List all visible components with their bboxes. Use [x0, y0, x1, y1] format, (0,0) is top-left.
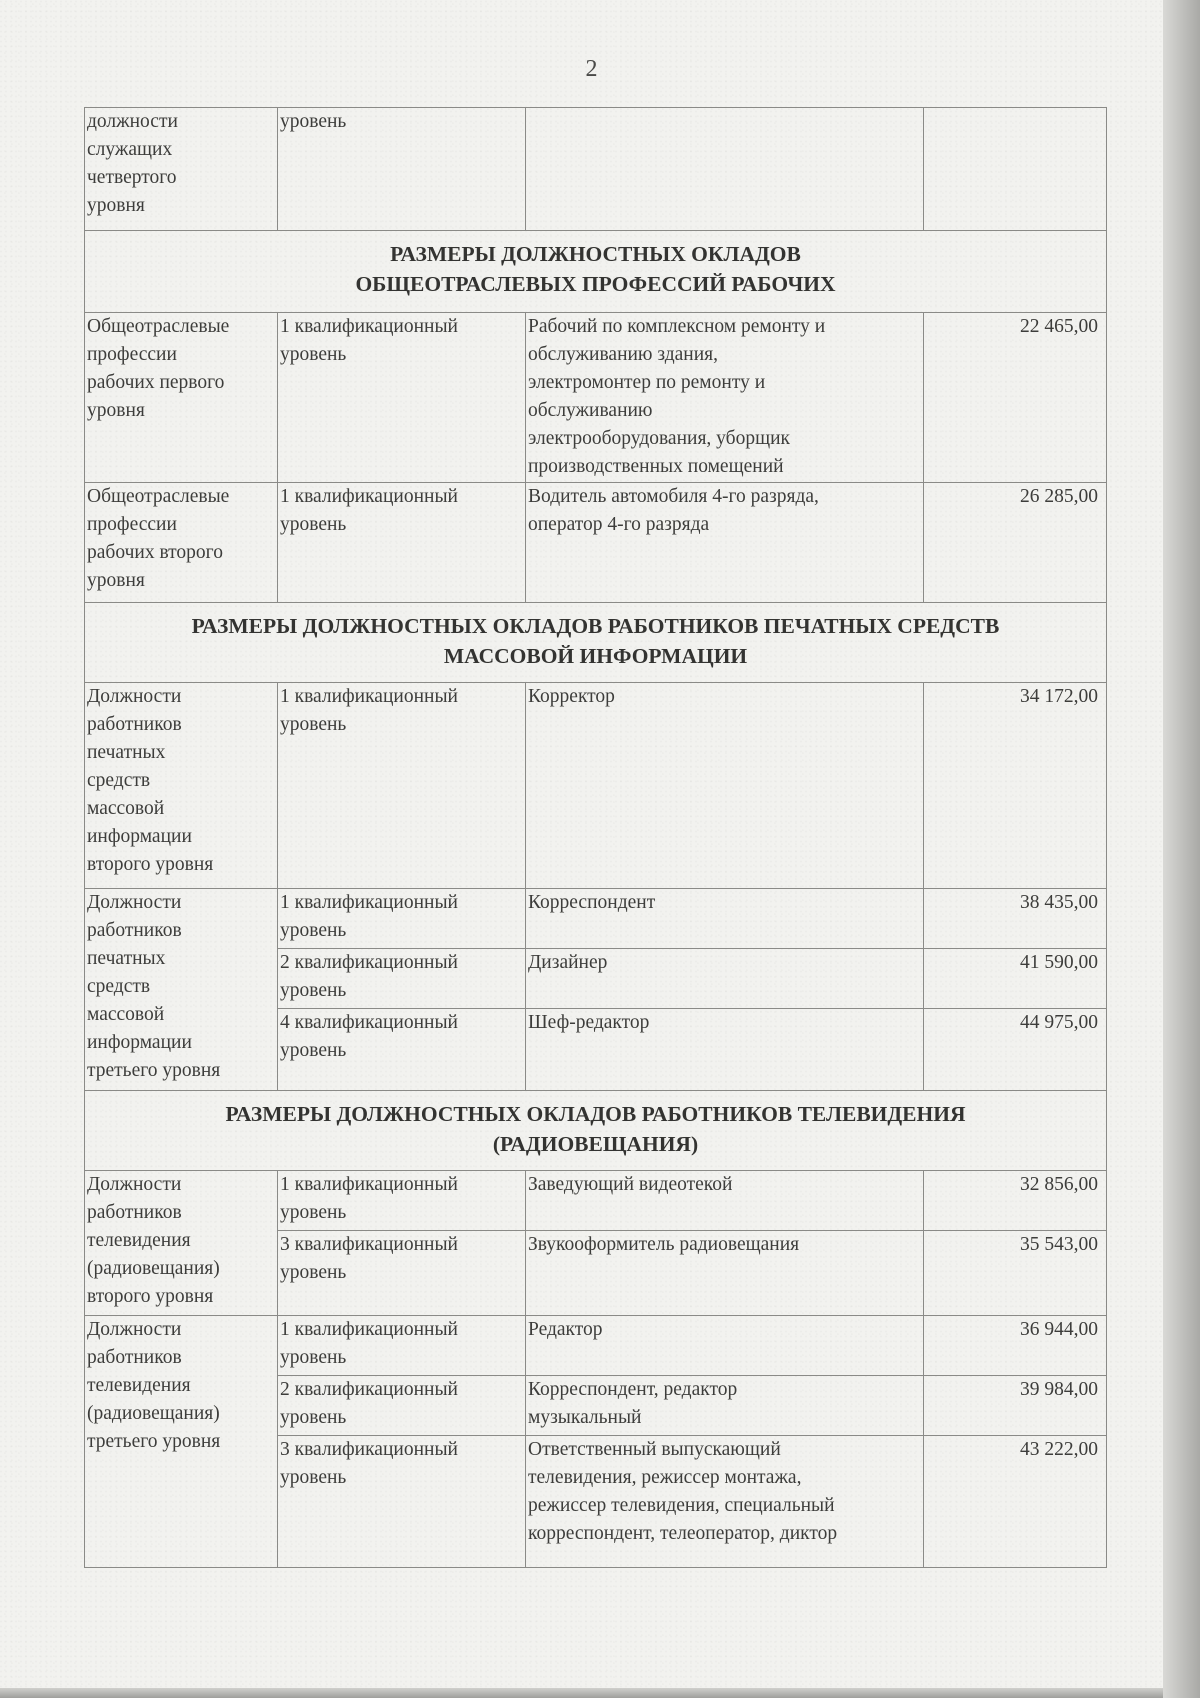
section-title: РАЗМЕРЫ ДОЛЖНОСТНЫХ ОКЛАДОВ РАБОТНИКОВ ПЕЧАТНЫХ СРЕДСТВ МАССОВОЙ ИНФОРМАЦИИ — [85, 603, 1107, 683]
salary-amount-cell: 36 944,00 — [924, 1316, 1107, 1376]
qualification-level-cell: 1 квалификационный уровень — [278, 889, 526, 949]
salary-amount-cell: 32 856,00 — [924, 1171, 1107, 1231]
table-row — [85, 483, 1107, 603]
salary-amount-cell: 35 543,00 — [924, 1231, 1107, 1316]
group-cell: должности служащих четвертого уровня — [85, 108, 278, 231]
salary-amount-cell — [924, 108, 1107, 231]
qualification-level-cell: 1 квалификационный уровень — [278, 313, 526, 483]
group-cell: Должности работников печатных средств массовой информации третьего уровня — [85, 889, 278, 1091]
section-header-row — [85, 603, 1107, 683]
position-cell: Ответственный выпускающий телевидения, режиссер монтажа, режиссер телевидения, специальный корреспондент, телеоператор, диктор — [526, 1436, 924, 1568]
position-cell — [526, 108, 924, 231]
group-cell: Должности работников телевидения (радиовещания) третьего уровня — [85, 1316, 278, 1568]
salary-amount-cell: 34 172,00 — [924, 683, 1107, 889]
table-row — [85, 683, 1107, 889]
salary-amount-cell: 22 465,00 — [924, 313, 1107, 483]
scan-edge-right — [1163, 0, 1200, 1698]
section-title: РАЗМЕРЫ ДОЛЖНОСТНЫХ ОКЛАДОВ РАБОТНИКОВ ТЕЛЕВИДЕНИЯ (РАДИОВЕЩАНИЯ) — [85, 1091, 1107, 1171]
qualification-level-cell: 1 квалификационный уровень — [278, 483, 526, 603]
position-cell: Дизайнер — [526, 949, 924, 1009]
section-header-row — [85, 1091, 1107, 1171]
position-cell: Корреспондент — [526, 889, 924, 949]
salary-amount-cell: 43 222,00 — [924, 1436, 1107, 1568]
position-cell: Корректор — [526, 683, 924, 889]
salary-amount-cell: 26 285,00 — [924, 483, 1107, 603]
qualification-level-cell: 3 квалификационный уровень — [278, 1231, 526, 1316]
table-row — [85, 313, 1107, 483]
qualification-level-cell: 4 квалификационный уровень — [278, 1009, 526, 1091]
qualification-level-cell: 3 квалификационный уровень — [278, 1436, 526, 1568]
scan-edge-bottom — [0, 1688, 1163, 1698]
group-cell: Должности работников печатных средств массовой информации второго уровня — [85, 683, 278, 889]
table-row — [85, 108, 1107, 231]
position-cell: Водитель автомобиля 4-го разряда, оператор 4-го разряда — [526, 483, 924, 603]
section-header-row — [85, 231, 1107, 313]
position-cell: Рабочий по комплексном ремонту и обслуживанию здания, электромонтер по ремонту и обслуживанию электрооборудования, уборщик производственных помещений — [526, 313, 924, 483]
position-cell: Заведующий видеотекой — [526, 1171, 924, 1231]
salary-amount-cell: 44 975,00 — [924, 1009, 1107, 1091]
position-cell: Звукооформитель радиовещания — [526, 1231, 924, 1316]
table-row — [85, 889, 1107, 949]
qualification-level-cell: 2 квалификационный уровень — [278, 949, 526, 1009]
salary-amount-cell: 41 590,00 — [924, 949, 1107, 1009]
table-row — [85, 1316, 1107, 1376]
group-cell: Общеотраслевые профессии рабочих второго уровня — [85, 483, 278, 603]
group-cell: Должности работников телевидения (радиовещания) второго уровня — [85, 1171, 278, 1316]
qualification-level-cell: 2 квалификационный уровень — [278, 1376, 526, 1436]
qualification-level-cell: 1 квалификационный уровень — [278, 683, 526, 889]
salary-amount-cell: 39 984,00 — [924, 1376, 1107, 1436]
qualification-level-cell: 1 квалификационный уровень — [278, 1316, 526, 1376]
salary-amount-cell: 38 435,00 — [924, 889, 1107, 949]
salary-table — [84, 107, 1107, 1568]
position-cell: Редактор — [526, 1316, 924, 1376]
qualification-level-cell: 1 квалификационный уровень — [278, 1171, 526, 1231]
page-number: 2 — [585, 56, 598, 82]
group-cell: Общеотраслевые профессии рабочих первого уровня — [85, 313, 278, 483]
position-cell: Корреспондент, редактор музыкальный — [526, 1376, 924, 1436]
table-row — [85, 1171, 1107, 1231]
qualification-level-cell: уровень — [278, 108, 526, 231]
section-title: РАЗМЕРЫ ДОЛЖНОСТНЫХ ОКЛАДОВ ОБЩЕОТРАСЛЕВЫХ ПРОФЕССИЙ РАБОЧИХ — [85, 231, 1107, 313]
position-cell: Шеф-редактор — [526, 1009, 924, 1091]
